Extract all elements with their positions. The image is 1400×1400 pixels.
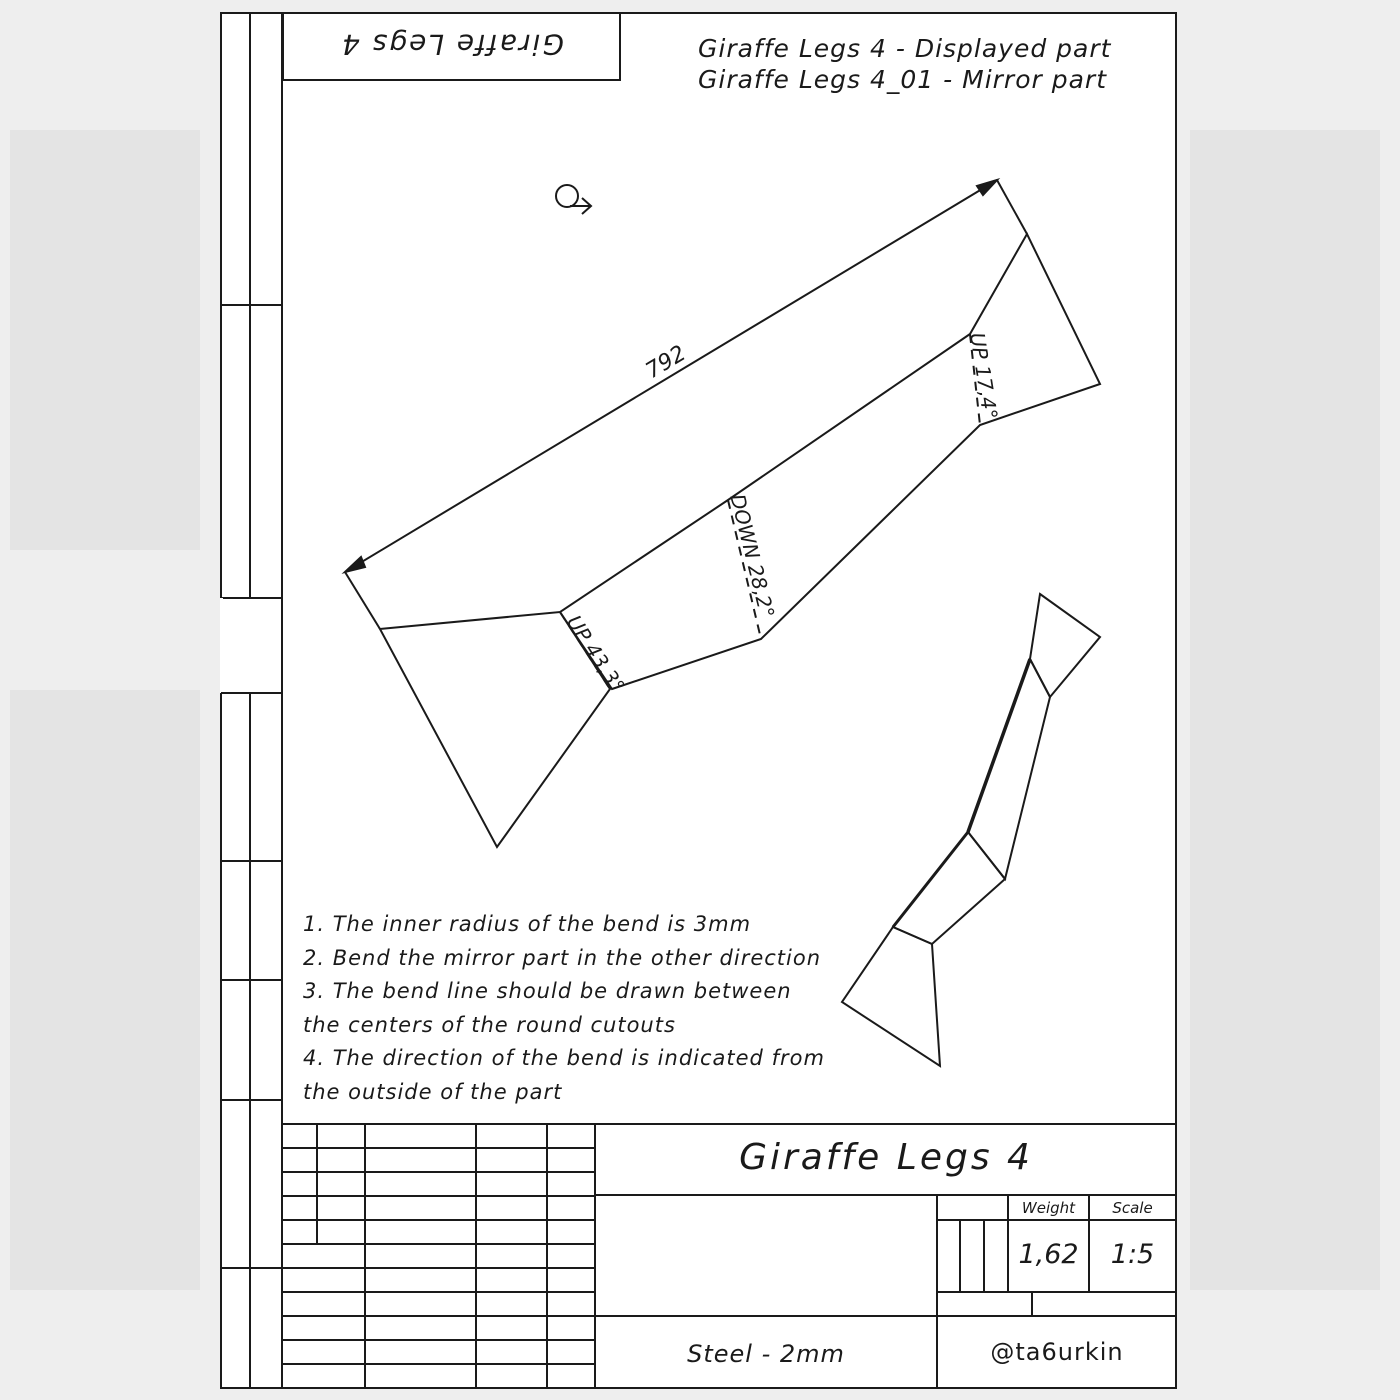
weight-label: Weight — [1021, 1199, 1076, 1217]
scale-label: Scale — [1112, 1199, 1153, 1217]
scale-value: 1:5 — [1110, 1239, 1155, 1270]
instruction-line: 1. The inner radius of the bend is 3mm — [303, 912, 752, 936]
material-text: Steel - 2mm — [687, 1340, 845, 1368]
instruction-line: 2. Bend the mirror part in the other direction — [303, 946, 822, 970]
dimension-792 — [345, 180, 1027, 629]
background-blur-right — [1190, 130, 1380, 1290]
drawing-lines — [220, 12, 1177, 1389]
header-stamp-title: Giraffe Legs 4 — [340, 28, 564, 61]
bend-label-up-43: UP 43,3° — [561, 610, 630, 698]
part-note-displayed: Giraffe Legs 4 - Displayed part — [698, 34, 1112, 63]
mirror-part-outline — [842, 594, 1100, 1066]
part-note-mirror: Giraffe Legs 4_01 - Mirror part — [698, 65, 1107, 94]
instruction-line: 3. The bend line should be drawn between — [303, 979, 792, 1003]
instruction-line: the outside of the part — [303, 1080, 563, 1104]
dimension-text: 792 — [641, 340, 691, 385]
bend-label-up-17: UP 17,4° — [965, 330, 1003, 422]
author-text: @ta6urkin — [990, 1338, 1124, 1366]
background-blur-left — [10, 130, 200, 550]
title-block-title: Giraffe Legs 4 — [739, 1137, 1033, 1178]
instruction-line: the centers of the round cutouts — [303, 1013, 676, 1037]
rotate-view-icon — [556, 185, 591, 214]
background-blur-left-lower — [10, 690, 200, 1290]
bend-label-down-28: DOWN 28,2° — [725, 491, 780, 621]
drawing-sheet — [220, 12, 1177, 1389]
weight-value: 1,62 — [1018, 1239, 1079, 1270]
instruction-line: 4. The direction of the bend is indicated from — [303, 1046, 825, 1070]
